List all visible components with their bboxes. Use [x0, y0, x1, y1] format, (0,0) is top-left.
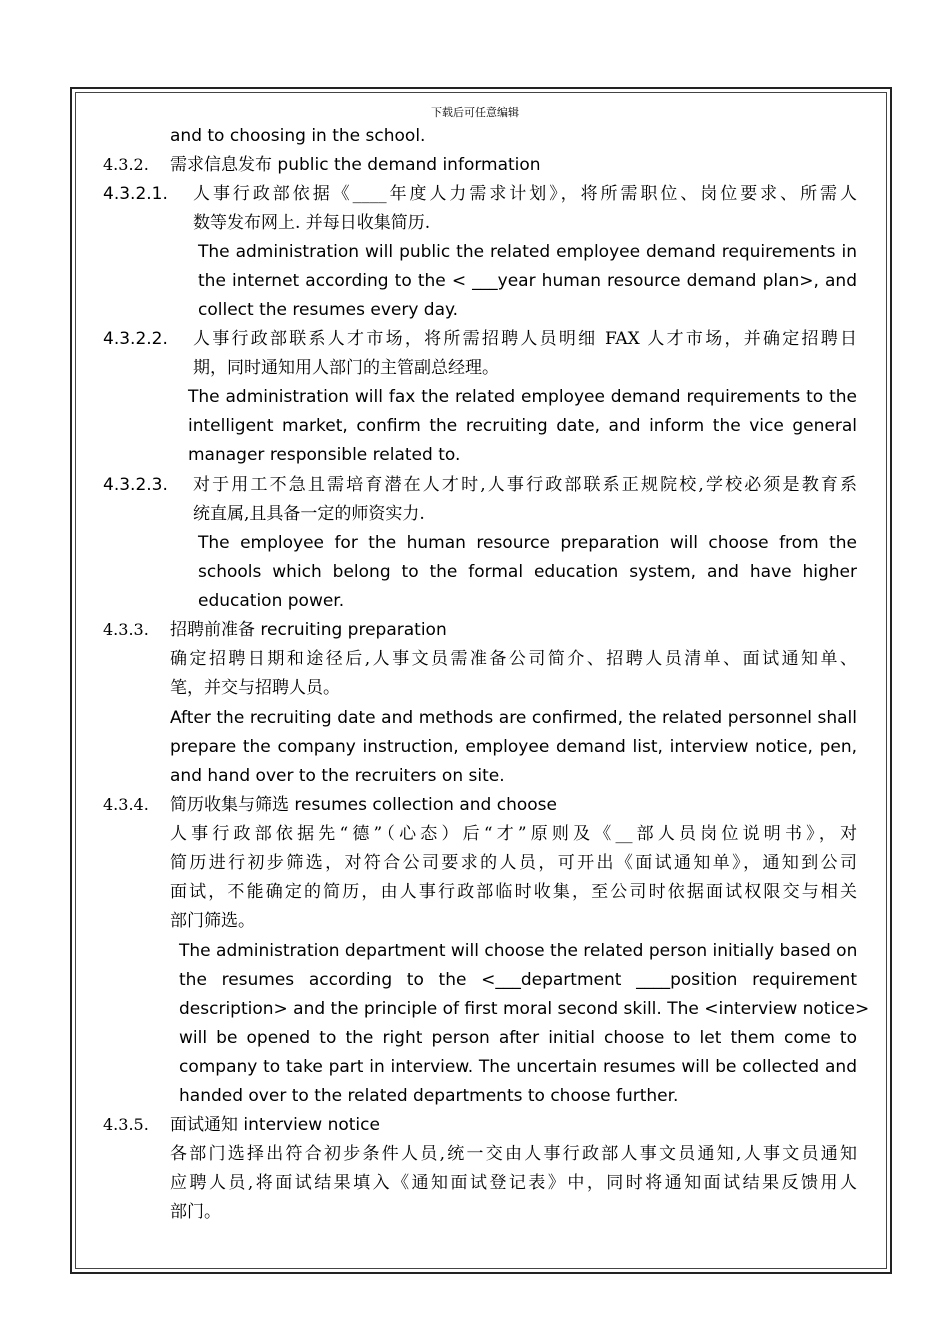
paragraph-line: 笔，并交与招聘人员。 — [170, 678, 340, 698]
paragraph-line: 部门筛选。 — [170, 911, 255, 931]
paragraph-line: handed over to the related departments to choose further. — [179, 1086, 679, 1106]
paragraph-line: description> and the principle of first moral second skill. The <interview notice> — [179, 999, 870, 1019]
paragraph-line: the internet according to the < ___year human resource demand plan>, and — [198, 271, 857, 291]
section-number-4-3-5: 4.3.5. — [103, 1115, 149, 1134]
section-number-4-3-2: 4.3.2. — [103, 155, 149, 174]
section-number-4-3-4: 4.3.4. — [103, 795, 149, 814]
section-number-4-3-2-1: 4.3.2.1. — [103, 184, 168, 204]
section-number-4-3-2-2: 4.3.2.2. — [103, 329, 168, 349]
paragraph-line: schools which belong to the formal education system, and have higher — [198, 562, 857, 582]
paragraph-line: 对于用工不急且需培育潜在人才时,人事行政部联系正规院校,学校必须是教育系 — [193, 475, 857, 495]
page-header: 下载后可任意编辑 — [431, 106, 519, 119]
paragraph-line: the resumes according to the <___department ____position requirement — [179, 970, 857, 990]
section-title-4-3-3: 招聘前准备 recruiting preparation — [170, 620, 447, 640]
section-number-4-3-3: 4.3.3. — [103, 620, 149, 639]
paragraph-line: The employee for the human resource preparation will choose from the — [198, 533, 857, 553]
section-title-4-3-2: 需求信息发布 public the demand information — [170, 155, 541, 175]
paragraph-line: 确定招聘日期和途径后,人事文员需准备公司简介、招聘人员清单、面试通知单、 — [170, 649, 857, 669]
paragraph-line: 部门。 — [170, 1202, 221, 1222]
paragraph-line: The administration will fax the related employee demand requirements to the — [188, 387, 857, 407]
paragraph-line: education power. — [198, 591, 345, 611]
paragraph-line: 数等发布网上. 并每日收集简历. — [193, 213, 431, 233]
paragraph-line: 人事行政部依据先“德”（心态）后“才”原则及《__部人员岗位说明书》，对 — [170, 824, 857, 844]
paragraph-line: 期，同时通知用人部门的主管副总经理。 — [193, 358, 499, 378]
paragraph-line: 应聘人员,将面试结果填入《通知面试登记表》中，同时将通知面试结果反馈用人 — [170, 1173, 857, 1193]
paragraph-line: After the recruiting date and methods are confirmed, the related personnel shall — [170, 708, 857, 728]
section-title-4-3-5: 面试通知 interview notice — [170, 1115, 380, 1135]
paragraph-line: intelligent market, confirm the recruiting date, and inform the vice general — [188, 416, 857, 436]
paragraph-line: will be opened to the right person after initial choose to let them come to — [179, 1028, 857, 1048]
section-number-4-3-2-3: 4.3.2.3. — [103, 475, 168, 495]
paragraph-line: 简历进行初步筛选，对符合公司要求的人员，可开出《面试通知单》，通知到公司 — [170, 853, 857, 873]
paragraph-line: 面试，不能确定的简历，由人事行政部临时收集，至公司时依据面试权限交与相关 — [170, 882, 857, 902]
section-title-4-3-4: 简历收集与筛选 resumes collection and choose — [170, 795, 557, 815]
paragraph-line: company to take part in interview. The uncertain resumes will be collected and — [179, 1057, 857, 1077]
paragraph-line: manager responsible related to. — [188, 445, 461, 465]
paragraph-line: collect the resumes every day. — [198, 300, 459, 320]
paragraph-line: and hand over to the recruiters on site. — [170, 766, 505, 786]
paragraph-line: 人事行政部依据《____年度人力需求计划》，将所需职位、岗位要求、所需人 — [193, 184, 857, 204]
paragraph-line: The administration will public the related employee demand requirements in — [198, 242, 857, 262]
paragraph-line: 人事行政部联系人才市场，将所需招聘人员明细 FAX 人才市场，并确定招聘日 — [193, 329, 857, 349]
paragraph-line: prepare the company instruction, employee demand list, interview notice, pen, — [170, 737, 857, 757]
paragraph-line: 统直属,且具备一定的师资实力. — [193, 504, 425, 524]
continuation-line: and to choosing in the school. — [170, 126, 426, 146]
paragraph-line: 各部门选择出符合初步条件人员,统一交由人事行政部人事文员通知,人事文员通知 — [170, 1144, 857, 1164]
paragraph-line: The administration department will choose the related person initially based on — [179, 941, 858, 961]
